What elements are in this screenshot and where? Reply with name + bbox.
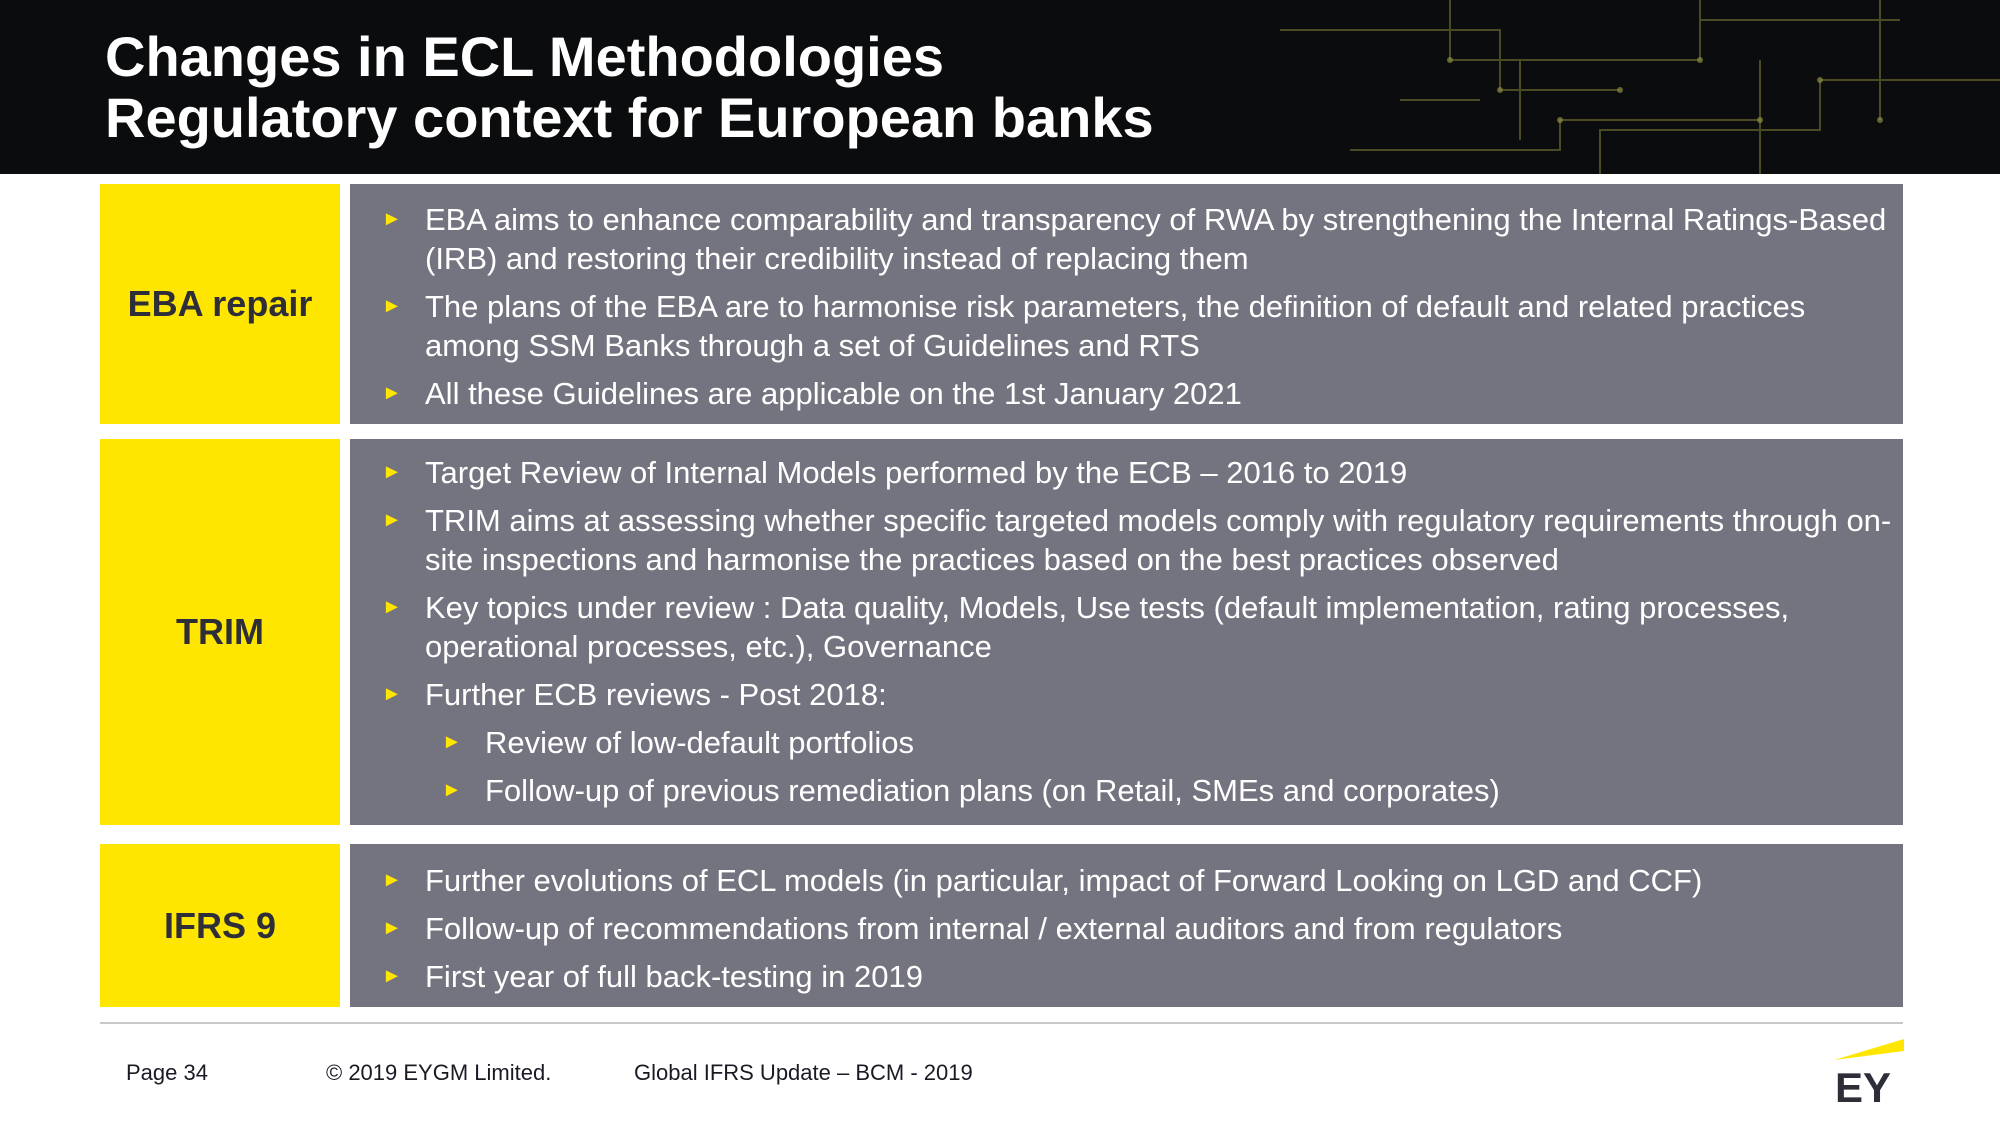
bullet-arrow-icon: ► <box>382 295 402 317</box>
bullet-arrow-icon: ► <box>382 869 402 891</box>
section-panel <box>350 184 1903 424</box>
bullet-list <box>350 453 1903 810</box>
bullet-arrow-icon: ► <box>382 596 402 618</box>
bullet-arrow-icon: ► <box>382 461 402 483</box>
title-line-2: Regulatory context for European banks <box>105 86 1154 149</box>
section-label: EBA repair <box>100 184 340 424</box>
bullet-arrow-icon: ► <box>442 779 462 801</box>
section-trim <box>100 439 1903 825</box>
section-panel <box>350 844 1903 1007</box>
list-item: ► First year of full back-testing in 2019 <box>382 959 923 994</box>
event-title: Global IFRS Update – BCM - 2019 <box>634 1060 973 1085</box>
section-ifrs9 <box>100 844 1903 1007</box>
section-eba-repair <box>100 184 1903 424</box>
bullet-arrow-icon: ► <box>382 965 402 987</box>
section-panel <box>350 439 1903 825</box>
footer-divider <box>100 1022 1903 1024</box>
bullet-arrow-icon: ► <box>382 382 402 404</box>
list-item: ► Follow-up of recommendations from internal / external auditors and from regulators <box>382 911 1563 946</box>
section-label: TRIM <box>100 439 340 825</box>
bullet-arrow-icon: ► <box>382 208 402 230</box>
list-item: ► EBA aims to enhance comparability and transparency of RWA by strengthening the Internal Ratings-Based (IRB) and restoring their credibility instead of replacing them <box>382 202 1887 276</box>
sub-list-item: ► Follow-up of previous remediation plans (on Retail, SMEs and corporates) <box>442 773 1500 808</box>
bullet-arrow-icon: ► <box>382 917 402 939</box>
bullet-arrow-icon: ► <box>442 731 462 753</box>
bullet-list <box>350 861 1903 996</box>
list-item: ► The plans of the EBA are to harmonise risk parameters, the definition of default and related practices among SSM Banks through a set of Guidelines and RTS <box>382 289 1806 363</box>
ey-logo-icon <box>1834 1036 1904 1106</box>
section-label: IFRS 9 <box>100 844 340 1007</box>
list-item: ► Further ECB reviews - Post 2018: <box>382 677 887 712</box>
page-number: Page 34 <box>126 1060 208 1085</box>
list-item: ► Target Review of Internal Models performed by the ECB – 2016 to 2019 <box>382 455 1408 490</box>
list-item: ► TRIM aims at assessing whether specific targeted models comply with regulatory requirements through on-site inspections and harmonise the practices based on the best practices observed <box>382 503 1892 577</box>
slide-header <box>0 0 2000 174</box>
copyright-text: © 2019 EYGM Limited. <box>326 1060 552 1085</box>
bullet-arrow-icon: ► <box>382 509 402 531</box>
bullet-arrow-icon: ► <box>382 683 402 705</box>
list-item: ► Key topics under review : Data quality, Models, Use tests (default implementation, rating processes, operational processes, etc.), Governance <box>382 590 1790 664</box>
title-line-1: Changes in ECL Methodologies <box>105 25 945 88</box>
ey-logo-text: EY <box>1835 1064 1892 1106</box>
list-item: ► Further evolutions of ECL models (in particular, impact of Forward Looking on LGD and CCF) <box>382 863 1703 898</box>
page-title <box>105 26 1154 148</box>
list-item: ► All these Guidelines are applicable on the 1st January 2021 <box>382 376 1242 411</box>
bullet-list <box>350 200 1903 413</box>
sub-list-item: ► Review of low-default portfolios <box>442 725 915 760</box>
